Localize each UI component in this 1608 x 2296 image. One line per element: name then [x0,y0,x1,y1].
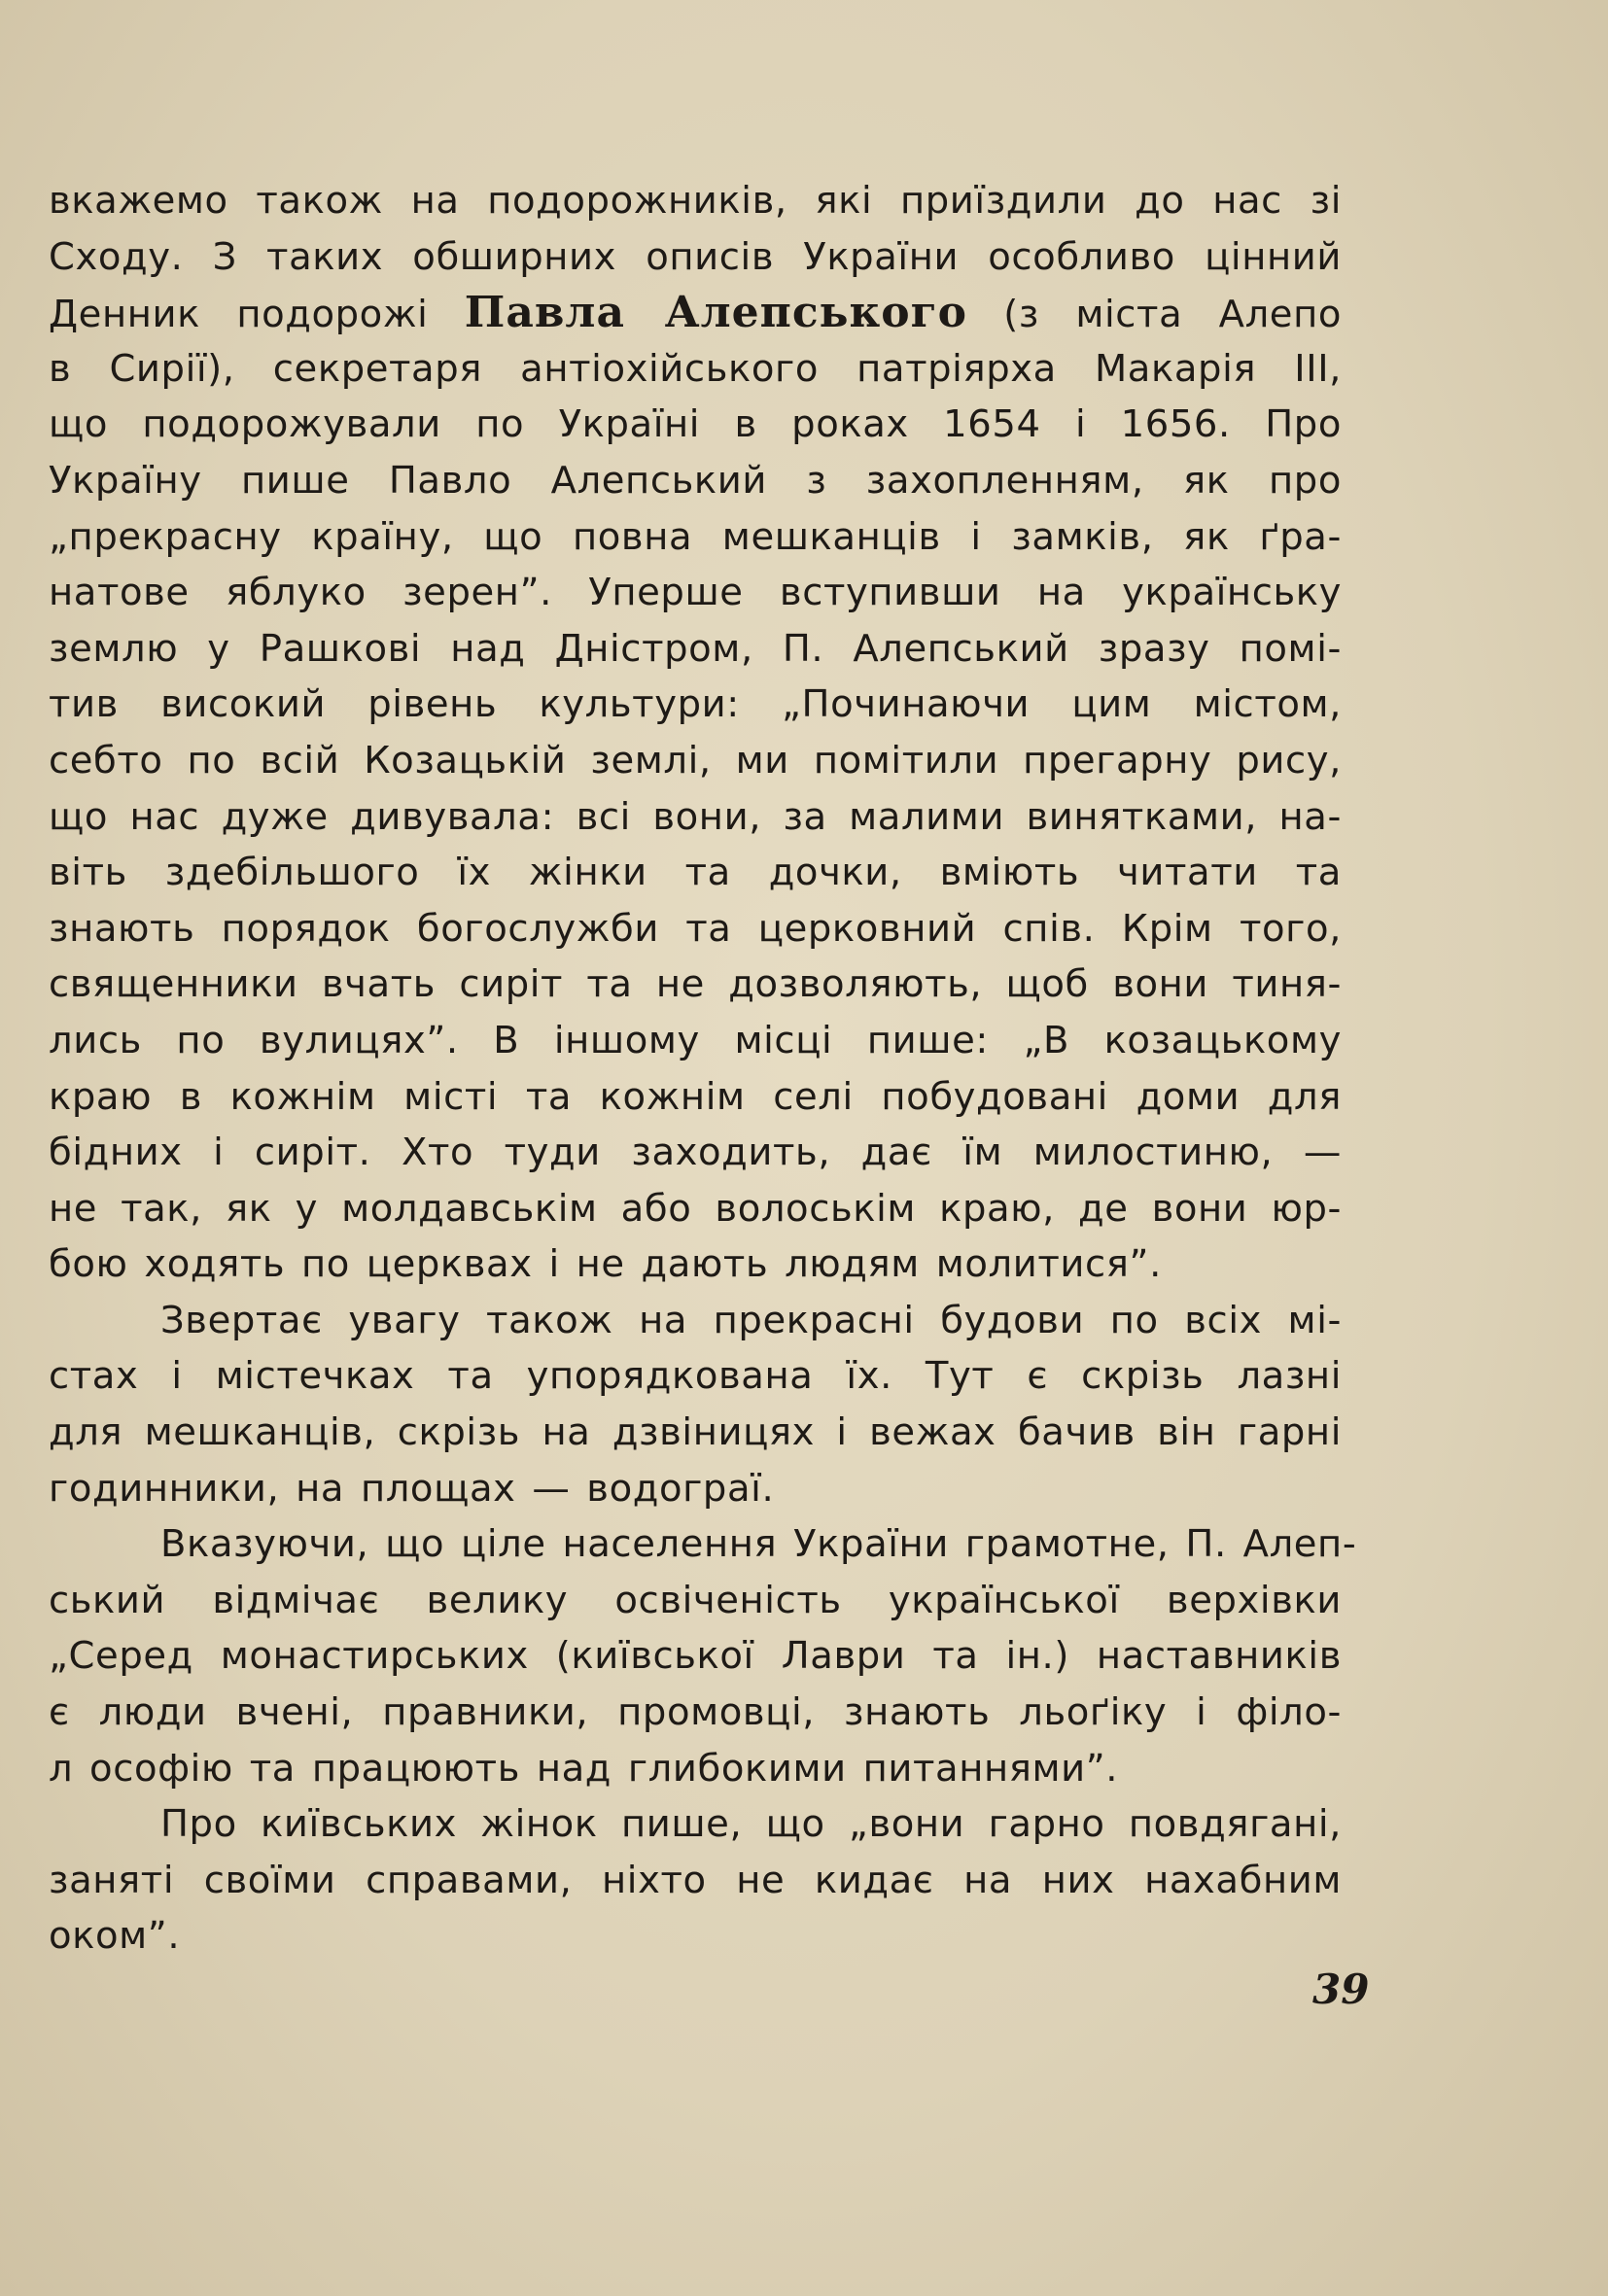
text-line: лись по вулицях”. В іншому місці пише: „В козацькому [49,1018,1342,1062]
text-line: Вказуючи, що ціле населення України грамотне, П. Алеп- [160,1522,1357,1567]
text-line: „прекрасну країну, що повна мешканців і замків, як ґра- [49,514,1342,559]
text-line: землю у Рашкові над Дністром, П. Алепський зразу помі- [49,626,1342,671]
text-line: для мешканців, скрізь на дзвіницях і вежах бачив він гарні [49,1410,1342,1455]
text-line: себто по всій Козацькій землі, ми помітили прегарну рису, [49,738,1342,783]
text-segment: Денник подорожі [49,293,465,337]
text-line: в Сирії), секретаря антіохійського патріярха Макарія III, [49,346,1342,391]
text-line: бідних і сиріт. Хто туди заходить, дає їм милостиню, — [49,1131,1342,1175]
text-line: є люди вчені, правники, промовці, знають льоґіку і філо- [49,1690,1342,1735]
text-line: стах і містечках та упорядкована їх. Тут є скрізь лазні [49,1354,1342,1399]
text-line [49,285,1342,341]
text-line: годинники, на площах — водограї. [49,1466,775,1511]
text-line: Звертає увагу також на прекрасні будови по всіх мі- [160,1298,1342,1342]
page-number: 39 [1312,1966,1370,2013]
text-line: краю в кожнім місті та кожнім селі побудовані доми для [49,1074,1342,1119]
text-line: Про київських жінок пише, що „вони гарно повдягані, [160,1802,1342,1847]
body-text [49,173,1357,1965]
text-line: л ософію та працюють над глибокими питаннями”. [49,1746,1119,1791]
text-line: що нас дуже дивувала: всі вони, за малими винятками, на- [49,794,1342,839]
text-line: віть здебільшого їх жінки та дочки, вміють читати та [49,851,1342,895]
text-line: ський відмічає велику освіченість української верхівки [49,1578,1342,1622]
text-line: вкажемо також на подорожників, які приїздили до нас зі [49,179,1342,223]
author-name: Павла Алепського [464,288,967,338]
text-line: натове яблуко зерен”. Уперше вступивши на українську [49,571,1342,615]
text-line: що подорожували по Україні в роках 1654 і 1656. Про [49,402,1342,447]
text-line: тив високий рівень культури: „Починаючи цим містом, [49,682,1342,727]
text-line: „Серед монастирських (київської Лаври та ін.) наставників [49,1634,1342,1679]
text-line: оком”. [49,1914,181,1959]
text-line: священники вчать сиріт та не дозволяють, щоб вони тиня- [49,962,1342,1007]
text-line: заняті своїми справами, ніхто не кидає на них нахабним [49,1858,1342,1902]
text-line: знають порядок богослужби та церковний спів. Крім того, [49,906,1342,951]
text-segment: (з міста Алепо [966,293,1342,337]
text-line: Сходу. З таких обширних описів України особливо цінний [49,234,1342,279]
text-line: не так, як у молдавськім або волоськім краю, де вони юр- [49,1186,1342,1231]
text-line: бою ходять по церквах і не дають людям молитися”. [49,1242,1162,1287]
text-line: Україну пише Павло Алепський з захопленням, як про [49,458,1342,503]
